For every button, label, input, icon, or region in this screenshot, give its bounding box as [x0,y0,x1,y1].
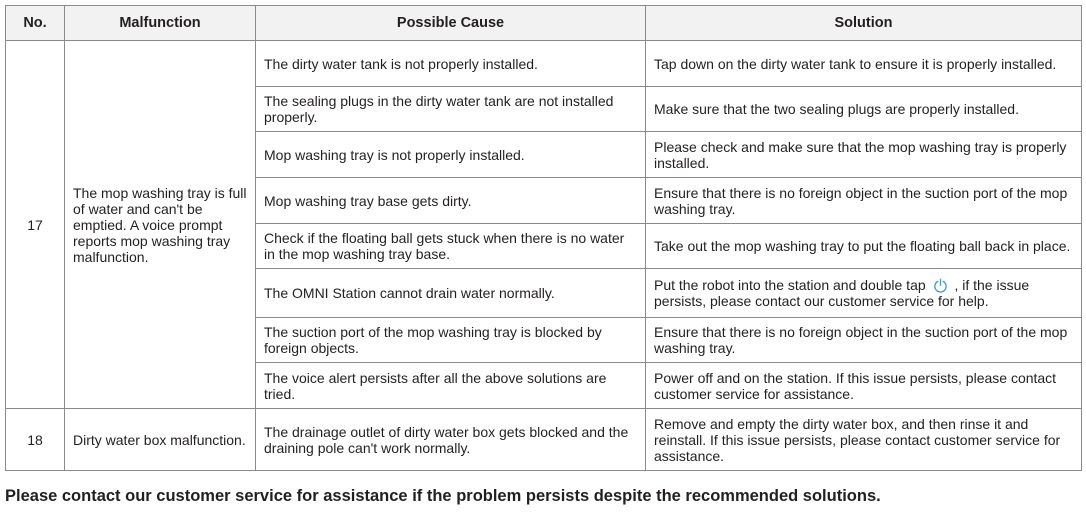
header-solution: Solution [646,6,1082,41]
solution: Ensure that there is no foreign object in the suction port of the mop washing tray. [646,178,1082,224]
header-possible-cause: Possible Cause [256,6,646,41]
solution-text-end: , if the issue persists, please contact our customer service for help. [654,277,1030,309]
header-no: No. [6,6,65,41]
table-row [6,41,1082,87]
footer-note: Please contact our customer service for assistance if the problem persists despite the recommended solutions. [5,487,881,505]
header-malfunction: Malfunction [65,6,256,41]
troubleshooting-table [5,5,1082,471]
malfunction-description: Dirty water box malfunction. [65,409,256,471]
possible-cause: The voice alert persists after all the above solutions are tried. [256,363,646,409]
malfunction-description: The mop washing tray is full of water and can't be emptied. A voice prompt reports mop washing tray malfunction. [65,41,256,409]
possible-cause: The suction port of the mop washing tray is blocked by foreign objects. [256,318,646,363]
solution: Take out the mop washing tray to put the floating ball back in place. [646,224,1082,269]
solution: Make sure that the two sealing plugs are properly installed. [646,87,1082,132]
solution: Remove and empty the dirty water box, and then rinse it and reinstall. If this issue persists, please contact customer service for assistance. [646,409,1082,471]
power-icon [933,278,948,293]
possible-cause: Check if the floating ball gets stuck when there is no water in the mop washing tray base. [256,224,646,269]
solution: Ensure that there is no foreign object in the suction port of the mop washing tray. [646,318,1082,363]
possible-cause: The drainage outlet of dirty water box gets blocked and the draining pole can't work normally. [256,409,646,471]
table-header-row [6,6,1082,41]
table-row [6,409,1082,471]
solution: Power off and on the station. If this issue persists, please contact customer service for assistance. [646,363,1082,409]
malfunction-number: 17 [6,41,65,409]
possible-cause: Mop washing tray base gets dirty. [256,178,646,224]
possible-cause: The sealing plugs in the dirty water tank are not installed properly. [256,87,646,132]
solution: Please check and make sure that the mop washing tray is properly installed. [646,132,1082,178]
malfunction-number: 18 [6,409,65,471]
solution: Tap down on the dirty water tank to ensure it is properly installed. [646,41,1082,87]
solution [646,269,1082,318]
possible-cause: Mop washing tray is not properly installed. [256,132,646,178]
possible-cause: The OMNI Station cannot drain water normally. [256,269,646,318]
solution-text-start: Put the robot into the station and double tap [654,277,926,293]
possible-cause: The dirty water tank is not properly installed. [256,41,646,87]
